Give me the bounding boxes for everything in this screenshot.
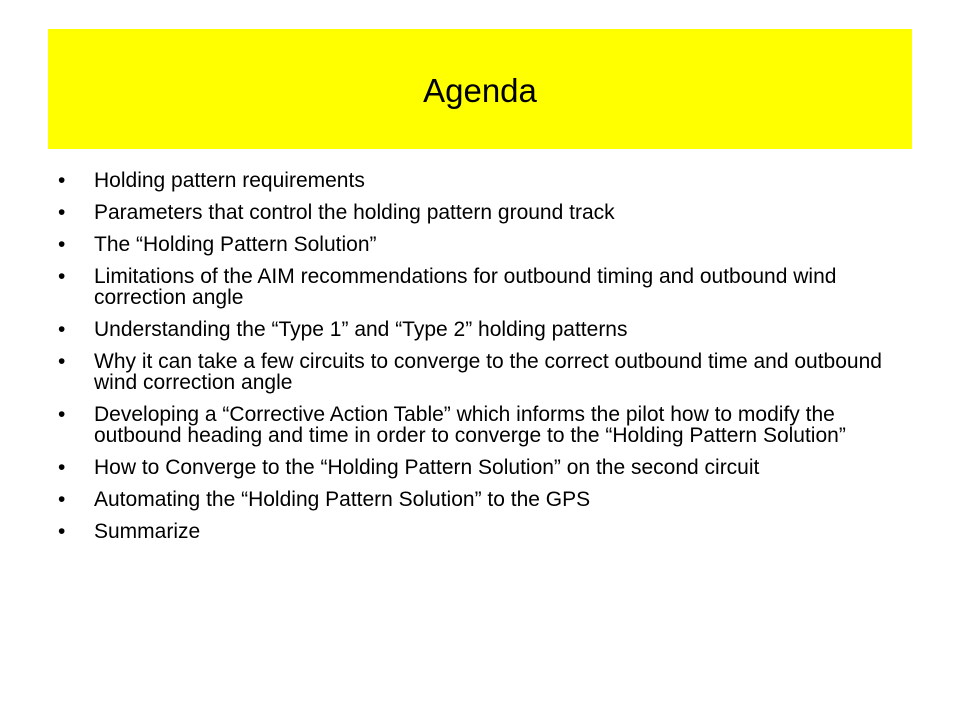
agenda-item [58, 234, 908, 255]
agenda-item [58, 521, 908, 542]
agenda-item-text: The “Holding Pattern Solution” [94, 233, 377, 256]
agenda-item-text: Developing a “Corrective Action Table” which informs the pilot how to modify the outbound heading and time in order to converge to the “Holding Pattern Solution” [94, 403, 846, 447]
agenda-item [58, 489, 908, 510]
bullet-icon: • [58, 456, 66, 479]
agenda-item-text: Parameters that control the holding pattern ground track [94, 201, 615, 224]
bullet-icon: • [58, 169, 66, 192]
agenda-item-text: Holding pattern requirements [94, 169, 365, 192]
bullet-icon: • [58, 201, 66, 224]
agenda-item [58, 351, 908, 393]
agenda-item [58, 457, 908, 478]
agenda-item [58, 170, 908, 191]
agenda-item-text: Summarize [94, 520, 201, 543]
slide-title: Agenda [423, 72, 537, 109]
bullet-icon: • [58, 520, 66, 543]
bullet-icon: • [58, 233, 66, 256]
agenda-item-text: Why it can take a few circuits to converge to the correct outbound time and outbound wind correction angle [94, 350, 882, 394]
agenda-item [58, 266, 908, 308]
bullet-icon: • [58, 403, 66, 426]
bullet-icon: • [58, 350, 66, 373]
agenda-item [58, 202, 908, 223]
agenda-item [58, 319, 908, 340]
title-banner [48, 29, 912, 149]
agenda-item-text: Limitations of the AIM recommendations for outbound timing and outbound wind correction angle [94, 265, 837, 309]
agenda-item-text: How to Converge to the “Holding Pattern Solution” on the second circuit [94, 456, 760, 479]
agenda-item [58, 404, 908, 446]
agenda-item-text: Understanding the “Type 1” and “Type 2” holding patterns [94, 318, 628, 341]
bullet-icon: • [58, 265, 66, 288]
agenda-item-text: Automating the “Holding Pattern Solution” to the GPS [94, 488, 591, 511]
agenda-list [58, 170, 908, 553]
bullet-icon: • [58, 318, 66, 341]
bullet-icon: • [58, 488, 66, 511]
